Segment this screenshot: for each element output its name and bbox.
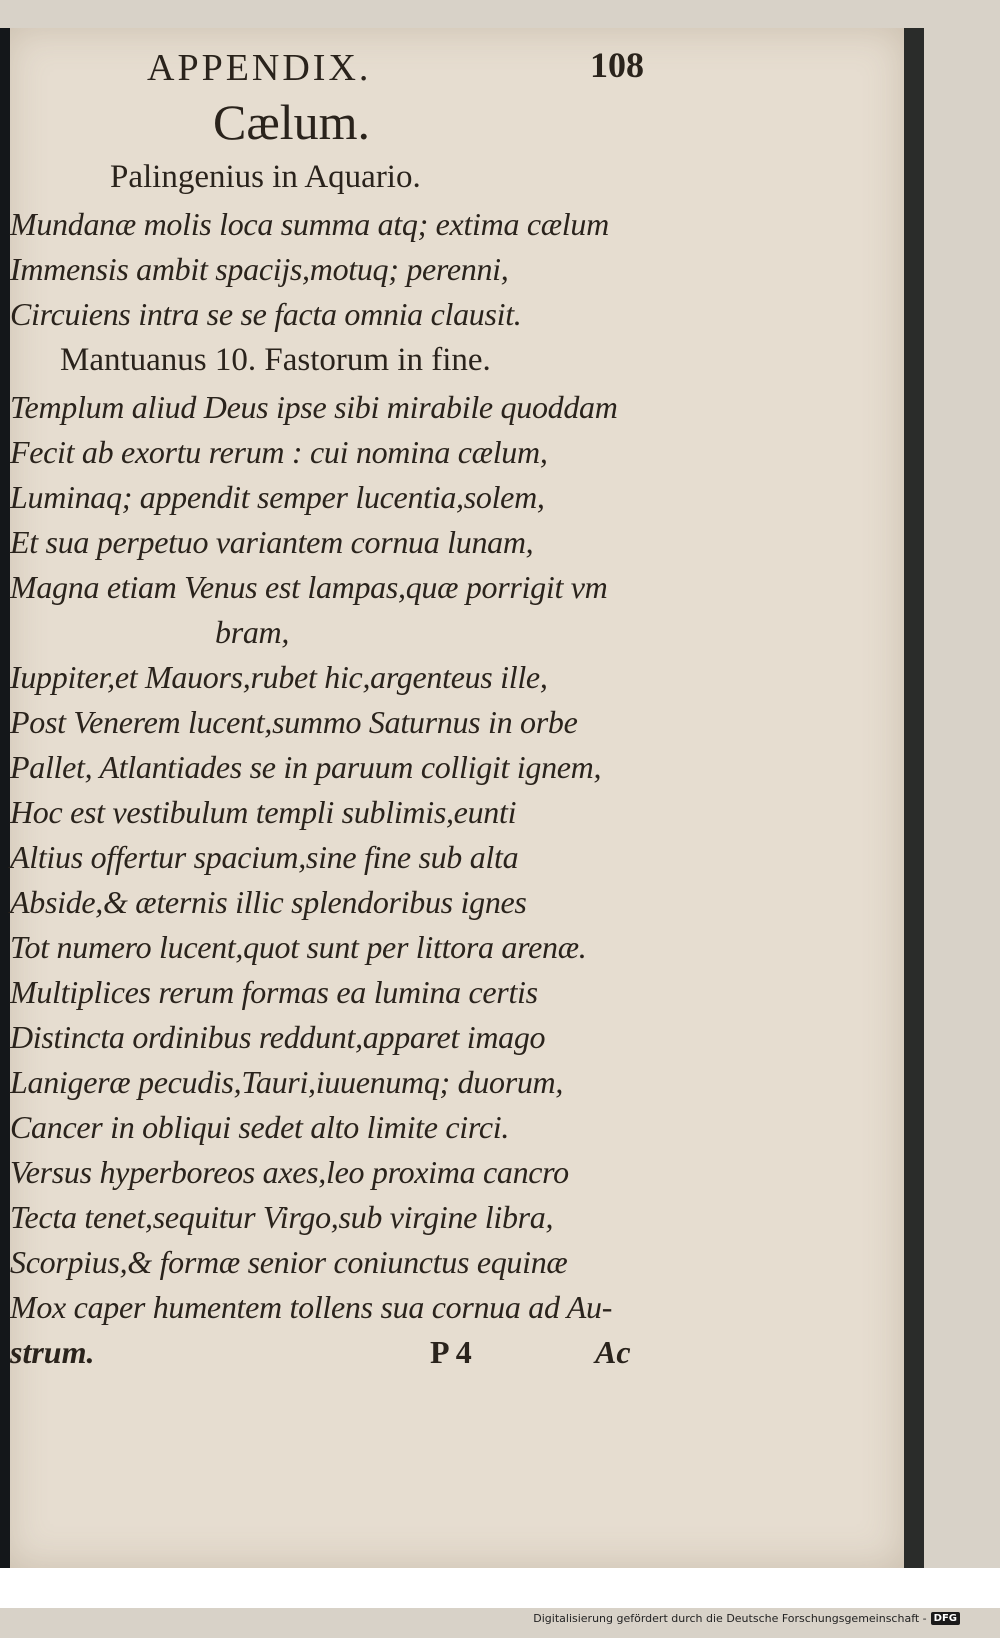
verse-line: Et sua perpetuo variantem cornua lunam, [10, 524, 534, 560]
verse-line: Versus hyperboreos axes,leo proxima cancro [10, 1154, 569, 1190]
verse-line: Lanigeræ pecudis,Tauri,iuuenumq; duorum, [10, 1064, 564, 1100]
verse-line: Distincta ordinibus reddunt,apparet imago [10, 1019, 546, 1055]
digitization-credit [533, 1612, 960, 1625]
verse-line: Multiplices rerum formas ea lumina certis [10, 974, 538, 1010]
verse-line: Hoc est vestibulum templi sublimis,eunti [10, 794, 517, 830]
source-heading: Palingenius in Aquario. [110, 159, 421, 195]
verse-line: Mundanæ molis loca summa atq; extima cælum [10, 206, 609, 242]
verse-line-continuation: bram, [215, 614, 290, 650]
credit-text: Digitalisierung gefördert durch die Deutsche Forschungsgemeinschaft - [533, 1612, 927, 1625]
page-number: 108 [590, 45, 644, 85]
source-heading: Mantuanus 10. Fastorum in fine. [60, 342, 491, 378]
verse-line: Templum aliud Deus ipse sibi mirabile quoddam [10, 389, 618, 425]
binding-edge [0, 28, 10, 1568]
verse-line: Fecit ab exortu rerum : cui nomina cælum, [10, 434, 548, 470]
catchword: Ac [595, 1334, 631, 1370]
running-head [10, 30, 680, 92]
page-edge-right [904, 28, 924, 1568]
dfg-logo-icon: DFG [931, 1612, 960, 1625]
verse-line: Iuppiter,et Mauors,rubet hic,argenteus ille, [10, 659, 548, 695]
bottom-margin [0, 1568, 1000, 1608]
verse-line: Luminaq; appendit semper lucentia,solem, [10, 479, 545, 515]
verse-line: Circuiens intra se se facta omnia clausit. [10, 296, 522, 332]
verse-line: Magna etiam Venus est lampas,quæ porrigit vm [10, 569, 608, 605]
verse-line: Scorpius,& formæ senior coniunctus equinæ [10, 1244, 568, 1280]
verse-line: Immensis ambit spacijs,motuq; perenni, [10, 251, 509, 287]
running-title: APPENDIX. [147, 47, 372, 89]
verse-line: Altius offertur spacium,sine fine sub alta [10, 839, 519, 875]
verse-line: Mox caper humentem tollens sua cornua ad Au- [10, 1289, 613, 1325]
verse-line: Cancer in obliqui sedet alto limite circi. [10, 1109, 510, 1145]
signature-line [10, 1330, 680, 1375]
section-title: Cælum. [213, 94, 370, 150]
page-text [10, 30, 680, 1375]
verse-line: Tecta tenet,sequitur Virgo,sub virgine libra, [10, 1199, 554, 1235]
last-verse-fragment: strum. [10, 1334, 95, 1370]
verse-line: Pallet, Atlantiades se in paruum colligit ignem, [10, 749, 602, 785]
verse-line: Abside,& æternis illic splendoribus ignes [10, 884, 527, 920]
verse-line: Tot numero lucent,quot sunt per littora arenæ. [10, 929, 587, 965]
verse-line: Post Venerem lucent,summo Saturnus in orbe [10, 704, 578, 740]
signature-mark: P 4 [430, 1334, 472, 1370]
